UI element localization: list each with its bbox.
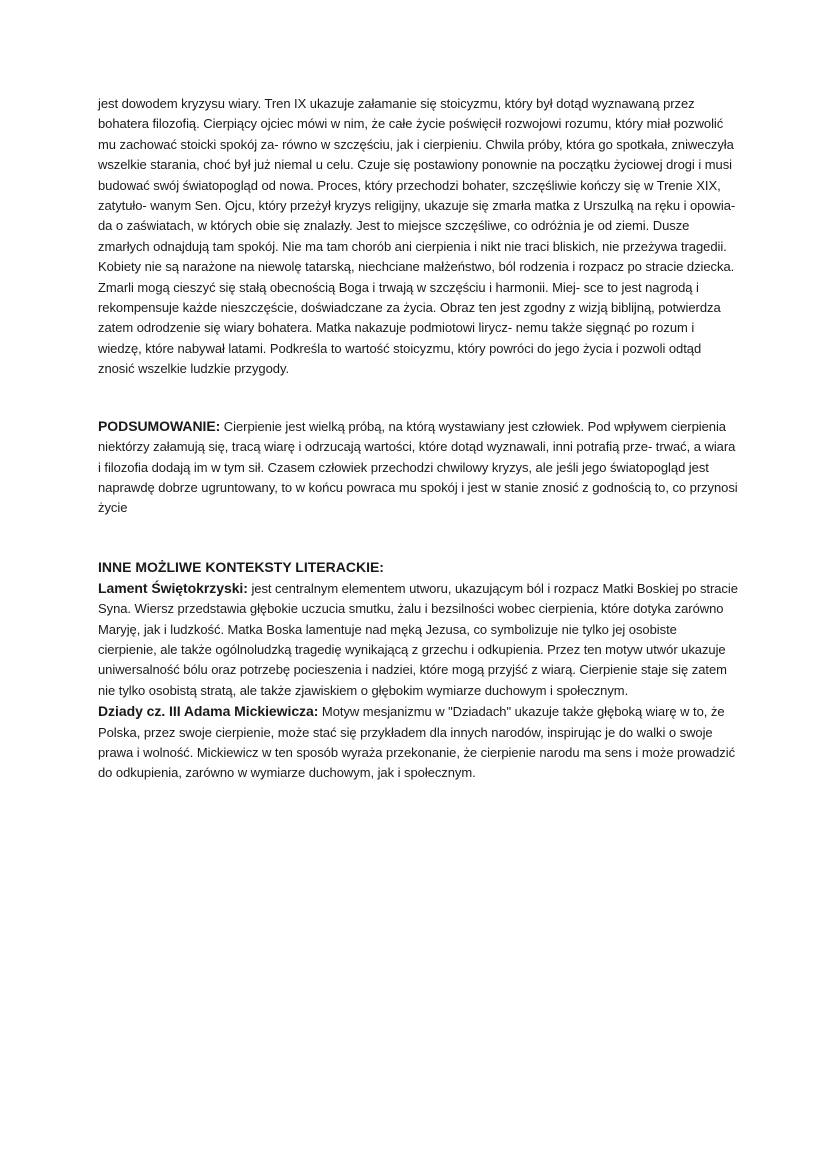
- intro-paragraph: [98, 94, 738, 380]
- context-item-title: Dziady cz. III Adama Mickiewicza:: [98, 703, 319, 720]
- contexts-heading: INNE MOŻLIWE KONTEKSTY LITERACKIE:: [98, 558, 384, 575]
- summary-paragraph: [98, 416, 738, 519]
- summary-text: Cierpienie jest wielką próbą, na którą wystawiany jest człowiek. Pod wpływem cierpienia niektórzy załamują się, tracą wiarę i odrzucają wartości, które dotąd wyznawali, inni potrafią prze- trwać, a wiara i filozofia dodają im w tym sił. Czasem człowiek przechodzi chwilowy kryzys, ale jeśli jego światopogląd jest naprawdę dobrze ugruntowany, to w końcu powraca mu spokój i jest w stanie znosić z godnością to, co przynosi życie: [98, 418, 738, 516]
- document-page: [98, 94, 738, 784]
- context-item-title: Lament Świętokrzyski:: [98, 579, 248, 596]
- intro-text: jest dowodem kryzysu wiary. Tren IX ukazuje załamanie się stoicyzmu, który był dotąd wyznawaną przez bohatera filozofią. Cierpiący ojciec mówi w nim, że całe życie poświęcił rozwojowi rozumu, który miał pozwolić mu zachować stoicki spokój za- równo w szczęściu, jak i cierpieniu. Chwila próby, która go spotkała, zniweczyła wszelkie starania, choć był już niemal u celu. Czuje się postawiony ponownie na początku życiowej drogi i musi budować swój światopogląd od nowa. Proces, który przechodzi bohater, szczęśliwie kończy się w Trenie XIX, zatytuło- wanym Sen. Ojcu, który przeżył kryzys religijny, ukazuje się zmarła matka z Urszulką na ręku i opowia- da o zaświatach, w których obie się znalazły. Jest to miejsce szczęśliwe, co odróżnia je od ziemi. Dusze zmarłych odnajdują tam spokój. Nie ma tam chorób ani cierpienia i nikt nie traci bliskich, nie przeżywa tragedii. Kobiety nie są narażone na niewolę tatarską, niechciane małżeństwo, ból rodzenia i rozpacz po stracie dziecka. Zmarli mogą cieszyć się stałą obecnością Boga i trwają w szczęściu i harmonii. Miej- sce to jest nagrodą i rekompensuje każde nieszczęście, doświadczane za życia. Obraz ten jest zgodny z wizją biblijną, potwierdza zatem odrodzenie się wiary bohatera. Matka nakazuje podmiotowi lirycz- nemu także sięgnąć po rozum i wiedzę, które nabywał latami. Podkreśla to wartość stoicyzmu, który powróci do jego życia i pozwoli odtąd znosić wszelkie ludzkie przygody.: [98, 96, 736, 377]
- context-item-text: jest centralnym elementem utworu, ukazującym ból i rozpacz Matki Boskiej po stracie Syna. Wiersz przedstawia głębokie uczucia smutku, żalu i bezsilności wobec cierpienia, które dotyka zarówno Maryję, jak i ludzkość. Matka Boska lamentuje nad męką Jezusa, co symbolizuje nie tylko jej osobiste cierpienie, ale także ogólnoludzką tragedię wynikającą z grzechu i odkupienia. Przez ten motyw utwór ukazuje uniwersalność bólu oraz potrzebę pocieszenia i nadziei, które mogą przyjść z wiarą. Cierpienie staje się zatem nie tylko osobistą stratą, ale także zjawiskiem o głębokim wymiarze duchowym i społecznym.: [98, 580, 738, 698]
- context-item-dziady: [98, 701, 738, 784]
- contexts-section: [98, 556, 738, 784]
- context-item-lament: [98, 578, 738, 701]
- summary-heading: PODSUMOWANIE:: [98, 417, 221, 434]
- context-item-text: Motyw mesjanizmu w "Dziadach" ukazuje także głęboką wiarę w to, że Polska, przez swoje cierpienie, może stać się przykładem dla innych narodów, inspirując je do walki o swoje prawa i wolność. Mickiewicz w ten sposób wyraża przekonanie, że cierpienie narodu ma sens i może prowadzić do odkupienia, zarówno w wymiarze duchowym, jak i społecznym.: [98, 704, 736, 781]
